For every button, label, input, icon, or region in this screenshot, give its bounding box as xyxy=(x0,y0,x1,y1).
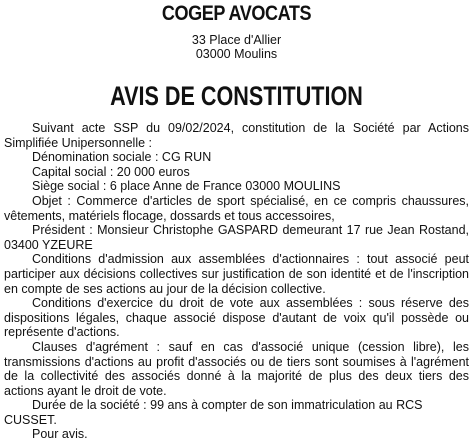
paragraph-siege: Siège social : 6 place Anne de France 03000 MOULINS xyxy=(32,179,341,194)
paragraph-agrement: Clauses d'agrément : sauf en cas d'associé unique (cession libre), les transmissions d'actions au profit d'associés ou de tiers sont soumises à l'agrément de la collectivité des associés donné à la majorité de plus des deux tiers des actions ayant le droit de vote. xyxy=(4,339,469,398)
paragraph-denomination: Dénomination sociale : CG RUN xyxy=(32,150,212,165)
notice-body xyxy=(4,121,469,442)
paragraph-duree: Durée de la société : 99 ans à compter de son immatriculation au RCS CUSSET. xyxy=(4,398,423,427)
firm-address-line1: 33 Place d'Allier xyxy=(191,33,282,47)
firm-address-line2: 03000 Moulins xyxy=(195,47,278,61)
paragraph-capital: Capital social : 20 000 euros xyxy=(32,164,190,179)
notice-title: AVIS DE CONSTITUTION xyxy=(110,81,363,111)
paragraph-president: Président : Monsieur Christophe GASPARD demeurant 17 rue Jean Rostand, 03400 YZEURE xyxy=(4,223,469,252)
paragraph-intro: Suivant acte SSP du 09/02/2024, constitution de la Société par Actions Simplifiée Unipersonnelle : xyxy=(4,121,469,150)
paragraph-objet: Objet : Commerce d'articles de sport spécialisé, en ce compris chaussures, vêtements, matériels flocage, dossards et tous accessoires, xyxy=(4,193,469,223)
firm-name: COGEP AVOCATS xyxy=(161,2,312,25)
paragraph-vote: Conditions d'exercice du droit de vote aux assemblées : sous réserve des dispositions légales, chaque associé dispose d'autant de voix qu'il possède ou représente d'actions. xyxy=(4,296,469,340)
paragraph-closing: Pour avis. xyxy=(32,427,88,442)
paragraph-admission: Conditions d'admission aux assemblées d'actionnaires : tout associé peut participer aux décisions collectives sur justification de son identité et de l'inscription en compte de ses actions au jour de la décision collective. xyxy=(4,252,469,296)
